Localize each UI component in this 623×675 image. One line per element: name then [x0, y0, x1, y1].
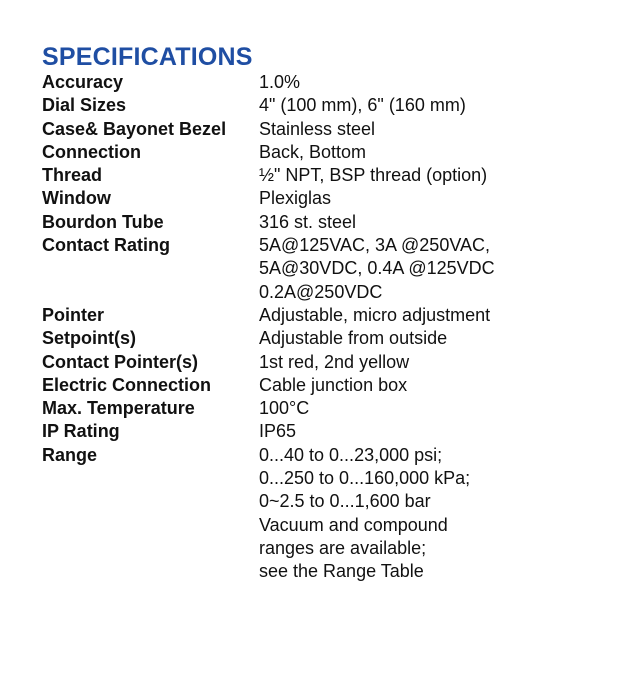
spec-value-line: Stainless steel [259, 118, 376, 139]
spec-value-line: 0...40 to 0...23,000 psi; [259, 444, 443, 465]
spec-value-line: ranges are available; [259, 537, 427, 558]
spec-value [259, 351, 602, 374]
spec-value-line: Plexiglas [259, 188, 332, 209]
spec-label: Range [42, 444, 98, 465]
spec-value [259, 397, 602, 420]
spec-row-contact-rating [42, 234, 602, 304]
spec-value-line: Adjustable from outside [259, 328, 448, 349]
spec-value-line: ½" NPT, BSP thread (option) [259, 165, 488, 186]
spec-value-line: 316 st. steel [259, 211, 357, 232]
spec-value-line: IP65 [259, 421, 297, 442]
spec-value-line: 0.2A@250VDC [259, 281, 383, 302]
spec-value [259, 211, 602, 234]
spec-label: Dial Sizes [42, 95, 127, 116]
spec-row-dial-sizes [42, 94, 602, 117]
spec-value [259, 444, 602, 584]
spec-row-connection [42, 141, 602, 164]
spec-value [259, 420, 602, 443]
spec-value [259, 187, 602, 210]
spec-label: Case& Bayonet Bezel [42, 118, 227, 139]
spec-label: Max. Temperature [42, 398, 195, 419]
spec-label: Contact Pointer(s) [42, 351, 199, 372]
spec-value-line: 5A@125VAC, 3A @250VAC, [259, 235, 491, 256]
spec-value [259, 94, 602, 117]
spec-value-line: 1.0% [259, 72, 301, 92]
spec-value-line: 0~2.5 to 0...1,600 bar [259, 491, 431, 512]
spec-row-electric-connection [42, 374, 602, 397]
spec-value [259, 234, 602, 304]
spec-value [259, 304, 602, 327]
spec-value [259, 118, 602, 141]
spec-value-line: Vacuum and compound [259, 514, 448, 535]
spec-value-line: Back, Bottom [259, 141, 367, 162]
spec-label: Contact Rating [42, 235, 170, 256]
specifications-table [42, 71, 602, 584]
spec-row-bourdon-tube [42, 211, 602, 234]
spec-value-line: see the Range Table [259, 561, 424, 582]
spec-value-line: Adjustable, micro adjustment [259, 304, 491, 325]
spec-value-line: 0...250 to 0...160,000 kPa; [259, 468, 471, 489]
spec-label: IP Rating [42, 421, 120, 442]
spec-value-line: Cable junction box [259, 374, 408, 395]
spec-label: Window [42, 188, 111, 209]
spec-row-window [42, 187, 602, 210]
spec-value-line: 100°C [259, 398, 310, 419]
spec-row-ip-rating [42, 420, 602, 443]
spec-row-case-bezel [42, 118, 602, 141]
spec-row-contact-pointers [42, 351, 602, 374]
spec-value-line: 5A@30VDC, 0.4A @125VDC [259, 258, 495, 279]
spec-label: Connection [42, 141, 141, 162]
spec-value [259, 327, 602, 350]
spec-label: Electric Connection [42, 374, 212, 395]
spec-label: Bourdon Tube [42, 211, 164, 232]
spec-row-max-temperature [42, 397, 602, 420]
spec-label: Setpoint(s) [42, 328, 136, 349]
spec-value [259, 141, 602, 164]
spec-label: Thread [42, 165, 103, 186]
spec-row-setpoints [42, 327, 602, 350]
spec-value [259, 374, 602, 397]
spec-value [259, 164, 602, 187]
spec-row-pointer [42, 304, 602, 327]
spec-row-range [42, 444, 602, 584]
spec-label: Accuracy [42, 72, 124, 92]
spec-value-line: 4" (100 mm), 6" (160 mm) [259, 95, 466, 116]
specifications-heading: SPECIFICATIONS [42, 43, 253, 71]
spec-value [259, 71, 602, 94]
spec-row-accuracy [42, 71, 602, 94]
spec-value-line: 1st red, 2nd yellow [259, 351, 410, 372]
spec-label: Pointer [42, 304, 105, 325]
spec-row-thread [42, 164, 602, 187]
